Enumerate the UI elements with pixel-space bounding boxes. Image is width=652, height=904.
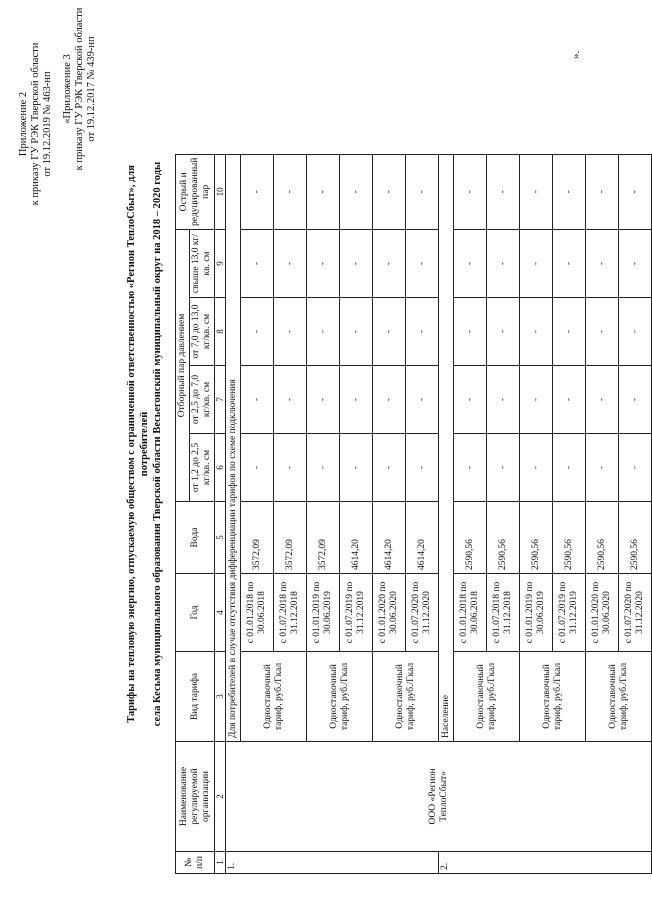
period: с 01.07.2019 по 31.12.2019	[553, 574, 586, 652]
steam-tariff-sharp: -	[619, 154, 652, 229]
steam-tariff-p2: -	[373, 366, 406, 434]
steam-tariff-p4: -	[373, 230, 406, 298]
steam-tariff-p3: -	[454, 298, 487, 366]
steam-tariff-p1: -	[454, 434, 487, 502]
column-number: 9	[215, 230, 226, 298]
tariff-type: Одноставочный тариф, руб./Гкал	[454, 652, 520, 742]
appendix-3-line3: от 19.12.2017 № 439-нп	[86, 36, 97, 142]
appendix-2-line3: от 19.12.2019 № 463-нп	[42, 71, 53, 177]
water-tariff: 3572,09	[274, 502, 307, 574]
table-body	[215, 154, 652, 873]
header-year: Год	[176, 574, 215, 652]
steam-tariff-p4: -	[454, 230, 487, 298]
tariff-type: Одноставочный тариф, руб./Гкал	[241, 652, 307, 742]
water-tariff: 3572,09	[241, 502, 274, 574]
steam-tariff-p1: -	[274, 434, 307, 502]
column-number: 4	[215, 574, 226, 652]
appendix-2-line2: к приказу ГУ РЭК Тверской области	[30, 42, 41, 206]
steam-tariff-sharp: -	[307, 154, 340, 229]
header-pressure-3: от 7,0 до 13,0 кг/кв. см	[190, 298, 215, 366]
water-tariff: 2590,56	[454, 502, 487, 574]
steam-tariff-p4: -	[520, 230, 553, 298]
steam-tariff-p3: -	[619, 298, 652, 366]
header-pressure-2: от 2,5 до 7,0 кг/кв. см	[190, 366, 215, 434]
header-org: Наименование регулируемой организации	[176, 742, 215, 852]
header-pressure-1: от 1,2 до 2,5 кг/кв. см	[190, 434, 215, 502]
section-number: 1.	[226, 852, 439, 874]
period: с 01.07.2020 по 31.12.2020	[619, 574, 652, 652]
steam-tariff-p4: -	[307, 230, 340, 298]
steam-tariff-p2: -	[487, 366, 520, 434]
steam-tariff-sharp: -	[274, 154, 307, 229]
steam-tariff-sharp: -	[340, 154, 373, 229]
steam-tariff-p4: -	[406, 230, 439, 298]
steam-tariff-sharp: -	[520, 154, 553, 229]
steam-tariff-p3: -	[487, 298, 520, 366]
appendix-2-line1: Приложение 2	[18, 91, 29, 157]
column-number: 7	[215, 366, 226, 434]
steam-tariff-p2: -	[241, 366, 274, 434]
steam-tariff-p2: -	[586, 366, 619, 434]
header-tariff-type: Вид тарифа	[176, 652, 215, 742]
section-row	[226, 154, 241, 873]
header-sharp-steam: Острый и редуцированный пар	[176, 154, 215, 229]
steam-tariff-p1: -	[241, 434, 274, 502]
tariff-type: Одноставочный тариф, руб./Гкал	[520, 652, 586, 742]
period: с 01.07.2018 по 31.12.2018	[274, 574, 307, 652]
header-num: № п/п	[176, 852, 215, 874]
steam-tariff-sharp: -	[454, 154, 487, 229]
column-numbers-row	[215, 154, 226, 873]
steam-tariff-p3: -	[274, 298, 307, 366]
period: с 01.07.2020 по 31.12.2020	[406, 574, 439, 652]
water-tariff: 4614,20	[406, 502, 439, 574]
steam-tariff-sharp: -	[406, 154, 439, 229]
period: с 01.07.2018 по 31.12.2018	[487, 574, 520, 652]
steam-tariff-p2: -	[454, 366, 487, 434]
steam-tariff-p3: -	[307, 298, 340, 366]
steam-tariff-p2: -	[340, 366, 373, 434]
water-tariff: 2590,56	[619, 502, 652, 574]
steam-tariff-sharp: -	[487, 154, 520, 229]
steam-tariff-p2: -	[274, 366, 307, 434]
steam-tariff-p4: -	[553, 230, 586, 298]
steam-tariff-sharp: -	[586, 154, 619, 229]
water-tariff: 2590,56	[553, 502, 586, 574]
steam-tariff-p4: -	[274, 230, 307, 298]
steam-tariff-p4: -	[241, 230, 274, 298]
water-tariff: 3572,09	[307, 502, 340, 574]
organization-name: ООО «Регион ТеплоСбыт»	[226, 742, 652, 852]
steam-tariff-p2: -	[520, 366, 553, 434]
tariff-type: Одноставочный тариф, руб./Гкал	[307, 652, 373, 742]
steam-tariff-p4: -	[487, 230, 520, 298]
steam-tariff-p3: -	[241, 298, 274, 366]
closing-quote: ».	[570, 50, 582, 59]
steam-tariff-p1: -	[487, 434, 520, 502]
water-tariff: 4614,20	[373, 502, 406, 574]
column-number: 10	[215, 154, 226, 229]
appendix-3-line1: «Приложение 3	[62, 54, 73, 124]
document-title	[125, 134, 164, 754]
column-number: 1	[215, 852, 226, 874]
steam-tariff-p1: -	[373, 434, 406, 502]
steam-tariff-p3: -	[373, 298, 406, 366]
title-line2: села Кесьма муниципального образования Тверской области Весьегонский муниципальный округ на 2018 – 2020 годы	[152, 161, 163, 727]
steam-tariff-p3: -	[406, 298, 439, 366]
water-tariff: 4614,20	[340, 502, 373, 574]
steam-tariff-p4: -	[619, 230, 652, 298]
steam-tariff-sharp: -	[553, 154, 586, 229]
water-tariff: 2590,56	[520, 502, 553, 574]
section-title: Население	[439, 154, 454, 741]
steam-tariff-p3: -	[553, 298, 586, 366]
tariff-type: Одноставочный тариф, руб./Гкал	[586, 652, 652, 742]
water-tariff: 2590,56	[586, 502, 619, 574]
steam-tariff-p1: -	[340, 434, 373, 502]
column-number: 2	[215, 742, 226, 852]
appendix-2-header	[18, 34, 54, 214]
header-water: Вода	[176, 502, 215, 574]
steam-tariff-p2: -	[406, 366, 439, 434]
steam-tariff-sharp: -	[373, 154, 406, 229]
header-pressure-4: свыше 13,0 кг/кв. см	[190, 230, 215, 298]
column-number: 5	[215, 502, 226, 574]
appendix-3-header	[62, 4, 98, 174]
period: с 01.01.2020 по 30.06.2020	[373, 574, 406, 652]
steam-tariff-p4: -	[340, 230, 373, 298]
appendix-3-line2: к приказу ГУ РЭК Тверской области	[74, 7, 85, 171]
period: с 01.01.2018 по 30.06.2018	[241, 574, 274, 652]
section-title: Для потребителей в случае отсутствия дифференциации тарифов по схеме подключения	[226, 154, 241, 741]
period: с 01.01.2019 по 30.06.2019	[307, 574, 340, 652]
period: с 01.07.2019 по 31.12.2019	[340, 574, 373, 652]
steam-tariff-p2: -	[307, 366, 340, 434]
tariff-table	[175, 154, 652, 874]
steam-tariff-p4: -	[586, 230, 619, 298]
column-number: 3	[215, 652, 226, 742]
steam-tariff-p2: -	[619, 366, 652, 434]
steam-tariff-p1: -	[586, 434, 619, 502]
steam-tariff-p3: -	[520, 298, 553, 366]
period: с 01.01.2020 по 30.06.2020	[586, 574, 619, 652]
period: с 01.01.2018 по 30.06.2018	[454, 574, 487, 652]
header-steam: Отборный пар давлением	[176, 230, 190, 502]
steam-tariff-p3: -	[586, 298, 619, 366]
steam-tariff-p1: -	[406, 434, 439, 502]
steam-tariff-p1: -	[307, 434, 340, 502]
tariff-type: Одноставочный тариф, руб./Гкал	[373, 652, 439, 742]
title-line1: Тарифы на тепловую энергию, отпускаемую обществом с ограниченной ответственностью «Регион ТеплоСбыт», для потребителей	[126, 165, 150, 723]
steam-tariff-p2: -	[553, 366, 586, 434]
period: с 01.01.2019 по 30.06.2019	[520, 574, 553, 652]
column-number: 8	[215, 298, 226, 366]
steam-tariff-p1: -	[619, 434, 652, 502]
water-tariff: 2590,56	[487, 502, 520, 574]
section-number: 2.	[439, 852, 652, 874]
steam-tariff-sharp: -	[241, 154, 274, 229]
column-number: 6	[215, 434, 226, 502]
steam-tariff-p1: -	[520, 434, 553, 502]
steam-tariff-p1: -	[553, 434, 586, 502]
steam-tariff-p3: -	[340, 298, 373, 366]
